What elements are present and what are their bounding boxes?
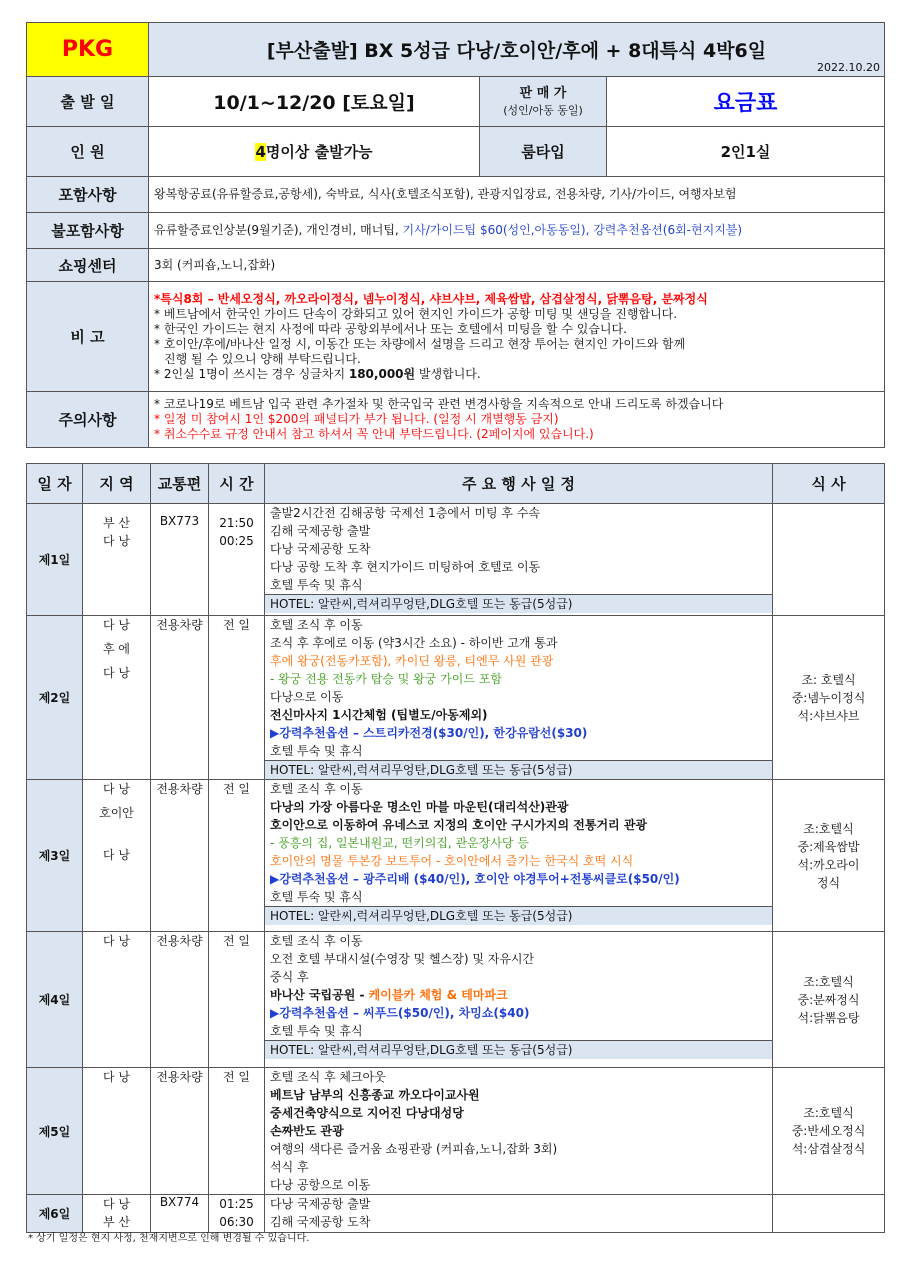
meal-lunch: 중:반세오정식: [791, 1124, 866, 1138]
remark-line: * 베트남에서 한국인 가이드 단속이 강화되고 있어 현지인 가이드가 공항 미팅 및 샌딩을 진행합니다.: [154, 306, 678, 321]
cable-car: 케이블카 체험 & 테마파크: [368, 988, 508, 1002]
region: 후 에: [103, 642, 130, 656]
region: 다 낭: [103, 782, 130, 796]
itinerary-row: [27, 1068, 885, 1195]
schedule-cell: [265, 932, 773, 1068]
meal-lunch: 중:넴누이정식: [791, 690, 866, 705]
day-label: 제5일: [27, 1068, 83, 1195]
time-cell: 전 일: [209, 1068, 265, 1195]
col-header-region: 지 역: [83, 464, 151, 504]
exclude-value: [149, 213, 885, 249]
option-line: ▶강력추천옵션 – 씨푸드($50/인), 차밍쇼($40): [270, 1006, 530, 1020]
itinerary-row: [27, 780, 885, 932]
people-min-number: 4: [255, 143, 266, 161]
remarks-value: [149, 282, 885, 392]
pkg-label: PKG: [27, 23, 149, 77]
transport-cell: BX774: [151, 1195, 209, 1233]
schedule-cell: [265, 616, 773, 780]
time-cell: 전 일: [209, 932, 265, 1068]
meal-breakfast: 조:호텔식: [803, 821, 854, 836]
day-label: 제3일: [27, 780, 83, 932]
room-type-label: 룸타입: [480, 127, 607, 177]
schedule-line: 호텔 투숙 및 휴식: [270, 890, 363, 904]
caution-value: [149, 392, 885, 448]
time-cell: [209, 1195, 265, 1233]
single-charge-amount: 180,000원: [348, 366, 416, 381]
price-label: [480, 77, 607, 127]
option-line: ▶강력추천옵션 – 광주리배 ($40/인), 호이안 야경투어+전통씨클로($50/인): [270, 872, 680, 886]
schedule-cell: [265, 1068, 773, 1195]
region: 부 산: [103, 516, 130, 530]
meal-cell: [773, 1068, 885, 1195]
schedule-line: 중식 후: [270, 970, 309, 984]
col-header-meals: 식 사: [773, 464, 885, 504]
exclude-label: 불포함사항: [27, 213, 149, 249]
single-charge-tail: 발생합니다.: [415, 366, 481, 381]
schedule-line: 호이안으로 이동하여 유네스코 지정의 호이안 구시가지의 전통거리 관광: [270, 818, 648, 832]
exclude-text: 유류할증료인상분(9월기준), 개인경비, 매너팁,: [154, 223, 403, 237]
people-label: 인 원: [27, 127, 149, 177]
day-label: 제6일: [27, 1195, 83, 1233]
schedule-line: 후에 왕궁(전동카포함), 카이딘 왕릉, 티엔무 사원 관광: [270, 654, 554, 668]
people-value: [149, 127, 480, 177]
schedule-line: - 왕궁 전용 전동카 탑승 및 왕궁 가이드 포함: [270, 672, 502, 686]
schedule-line: 손짜반도 관광: [270, 1124, 344, 1138]
day-label: 제1일: [27, 504, 83, 616]
schedule-line: 호텔 조식 후 체크아웃: [270, 1070, 386, 1084]
schedule-line: 출발2시간전 김해공항 국제선 1층에서 미팅 후 수속: [270, 506, 540, 520]
col-header-transport: 교통편: [151, 464, 209, 504]
meal-cell: [773, 932, 885, 1068]
region-cell: 다 낭: [83, 1068, 151, 1195]
single-charge-note: [154, 367, 879, 382]
region-cell: [83, 1195, 151, 1233]
exclude-highlight: 기사/가이드팁 $60(성인,아동동일), 강력추천옵션(6회-현지지불): [402, 223, 743, 237]
caution-line: * 일정 미 참여시 1인 $200의 패널티가 부가 됩니다. (일정 시 개별행동 금지): [154, 412, 559, 426]
time-cell: 전 일: [209, 616, 265, 780]
schedule-line: 조식 후 후에로 이동 (약3시간 소요) - 하이반 고개 통과: [270, 636, 558, 650]
time: 01:25: [219, 1197, 254, 1211]
price-label-sub: (성인/아동 동일): [503, 103, 583, 117]
schedule-line: 호텔 조식 후 이동: [270, 782, 363, 796]
schedule-line: 다낭의 가장 아름다운 명소인 마블 마운틴(대리석산)관광: [270, 800, 569, 814]
departure-value: 10/1~12/20 [토요일]: [149, 77, 480, 127]
time: 21:50: [219, 516, 254, 530]
time-cell: [209, 504, 265, 616]
hotel-info: HOTEL: 알란씨,럭셔리무엉탄,DLG호텔 또는 동급(5성급): [265, 906, 772, 925]
document-date: 2022.10.20: [817, 61, 880, 74]
time-cell: 전 일: [209, 780, 265, 932]
meal-lunch: 중:제육쌈밥: [797, 839, 860, 854]
region: 부 산: [103, 1215, 130, 1229]
region: 다 낭: [103, 1197, 130, 1211]
single-charge-text: * 2인실 1명이 쓰시는 경우 싱글차지: [154, 366, 349, 381]
caution-line: * 코로나19로 베트남 입국 관련 추가절차 및 한국입국 관련 변경사항을 지속적으로 안내 드리도록 하겠습니다: [154, 397, 724, 411]
itinerary-row: [27, 932, 885, 1068]
col-header-time: 시 간: [209, 464, 265, 504]
meal-cell: [773, 780, 885, 932]
time: 06:30: [219, 1215, 254, 1229]
schedule-line: 다낭 공항으로 이동: [270, 1178, 371, 1192]
shopping-value: 3회 (커피숍,노니,잡화): [149, 249, 885, 282]
meal-lunch: 중:분짜정식: [797, 992, 860, 1007]
remarks-label: 비 고: [27, 282, 149, 392]
shopping-label: 쇼핑센터: [27, 249, 149, 282]
region-cell: [83, 616, 151, 780]
schedule-line: 여행의 색다른 즐거움 쇼핑관광 (커피숍,노니,잡화 3회): [270, 1142, 558, 1156]
schedule-line: 다낭 국제공항 도착: [270, 542, 371, 556]
transport-cell: 전용차량: [151, 932, 209, 1068]
schedule-cell: [265, 780, 773, 932]
transport-cell: 전용차량: [151, 616, 209, 780]
caution-label: 주의사항: [27, 392, 149, 448]
schedule-line: 호텔 조식 후 이동: [270, 618, 363, 632]
price-value: 요금표: [607, 77, 885, 127]
remark-line: * 호이안/후에/바나산 일정 시, 이동간 또는 차량에서 설명을 드리고 현장 투어는 현지인 가이드와 함께: [154, 336, 686, 351]
col-header-schedule: 주 요 행 사 일 정: [265, 464, 773, 504]
hotel-info: HOTEL: 알란씨,럭셔리무엉탄,DLG호텔 또는 동급(5성급): [265, 760, 772, 779]
schedule-line: 호텔 조식 후 이동: [270, 934, 363, 948]
region: 다 낭: [103, 618, 130, 632]
itinerary-row: [27, 616, 885, 780]
day-label: 제4일: [27, 932, 83, 1068]
footnote: * 상기 일정은 현지 사정, 천재지변으로 인해 변경될 수 있습니다.: [28, 1233, 310, 1244]
meal-dinner: 석:샤브샤브: [797, 708, 860, 723]
schedule-line: 중세건축양식으로 지어진 다낭대성당: [270, 1106, 464, 1120]
region-cell: [83, 504, 151, 616]
meal-cell: [773, 616, 885, 780]
region: 호이안: [99, 806, 134, 820]
bana-park: 바나산 국립공원 -: [270, 988, 369, 1002]
schedule-cell: [265, 504, 773, 616]
schedule-line: 다낭으로 이동: [270, 690, 344, 704]
include-value: 왕복항공료(유류할증료,공항세), 숙박료, 식사(호텔조식포함), 관광지입장료, 전용차량, 기사/가이드, 여행자보험: [149, 177, 885, 213]
schedule-line: 베트남 남부의 신흥종교 까오다이교사원: [270, 1088, 480, 1102]
schedule-line: 호텔 투숙 및 휴식: [270, 1024, 363, 1038]
meal-dinner: 석:삼겹살정식: [791, 1142, 866, 1156]
itinerary-table: [26, 463, 885, 1233]
region: 다 낭: [103, 534, 130, 548]
transport-cell: 전용차량: [151, 1068, 209, 1195]
meal-breakfast: 조: 호텔식: [801, 672, 856, 687]
meal-breakfast: 조:호텔식: [803, 1106, 854, 1120]
region-cell: 다 낭: [83, 932, 151, 1068]
transport-cell: BX773: [151, 504, 209, 616]
day-label: 제2일: [27, 616, 83, 780]
schedule-line: [270, 986, 767, 1004]
include-label: 포함사항: [27, 177, 149, 213]
schedule-line: - 풍흥의 집, 일본내원교, 떤키의집, 관운장사당 등: [270, 836, 529, 850]
price-label-main: 판 매 가: [519, 85, 567, 101]
transport-cell: 전용차량: [151, 780, 209, 932]
schedule-line: 호이안의 명물 투본강 보트투어 - 호이안에서 즐기는 한국식 호떡 시식: [270, 854, 634, 868]
meal-cell: [773, 1195, 885, 1233]
schedule-cell: [265, 1195, 773, 1233]
region: 다 낭: [103, 848, 130, 862]
package-info-table: [26, 22, 885, 448]
people-min-text: 명이상 출발가능: [265, 143, 373, 161]
departure-label: 출 발 일: [27, 77, 149, 127]
schedule-line: 김해 국제공항 도착: [270, 1215, 371, 1229]
time: 00:25: [219, 534, 254, 548]
room-type-value: 2인1실: [607, 127, 885, 177]
schedule-line: 호텔 투숙 및 휴식: [270, 744, 363, 758]
schedule-line: 석식 후: [270, 1160, 309, 1174]
schedule-line: 오전 호텔 부대시설(수영장 및 헬스장) 및 자유시간: [270, 952, 535, 966]
meal-dinner: 석:닭뽂음탕: [797, 1010, 860, 1025]
hotel-info: HOTEL: 알란씨,럭셔리무엉탄,DLG호텔 또는 동급(5성급): [265, 594, 772, 613]
meal-dinner: 석:까오라이: [797, 857, 860, 872]
meal-breakfast: 조:호텔식: [803, 974, 854, 989]
col-header-day: 일 자: [27, 464, 83, 504]
remark-line: * 한국인 가이드는 현지 사정에 따라 공항외부에서나 또는 호텔에서 미팅을 할 수 있습니다.: [154, 321, 627, 336]
caution-line: * 취소수수료 규정 안내서 참고 하셔서 꼭 안내 부탁드립니다. (2페이지에 있습니다.): [154, 427, 594, 441]
special-meals-note: *특식8회 – 반세오정식, 까오라이정식, 넴누이정식, 샤브샤브, 제육쌈밥, 삼겹살정식, 닭뽂음탕, 분짜정식: [154, 291, 708, 306]
remark-line: 진행 될 수 있으니 양해 부탁드립니다.: [164, 351, 361, 366]
package-title: [149, 23, 885, 77]
option-line: ▶강력추천옵션 – 스트리카전경($30/인), 한강유람선($30): [270, 726, 588, 740]
region: 다 낭: [103, 666, 130, 680]
hotel-info: HOTEL: 알란씨,럭셔리무엉탄,DLG호텔 또는 동급(5성급): [265, 1040, 772, 1059]
schedule-line: 김해 국제공항 출발: [270, 524, 371, 538]
region-cell: [83, 780, 151, 932]
itinerary-row: [27, 504, 885, 616]
schedule-line: 다낭 공항 도착 후 현지가이드 미팅하여 호텔로 이동: [270, 560, 541, 574]
itinerary-row: [27, 1195, 885, 1233]
meal-cell: [773, 504, 885, 616]
package-title-text: [부산출발] BX 5성급 다낭/호이안/후에 + 8대특식 4박6일: [266, 40, 767, 62]
meal-dinner-cont: 정식: [816, 875, 841, 890]
schedule-line: 다낭 국제공항 출발: [270, 1197, 371, 1211]
schedule-line: 호텔 투숙 및 휴식: [270, 578, 363, 592]
schedule-line: 전신마사지 1시간체험 (팁별도/아동제외): [270, 708, 488, 722]
